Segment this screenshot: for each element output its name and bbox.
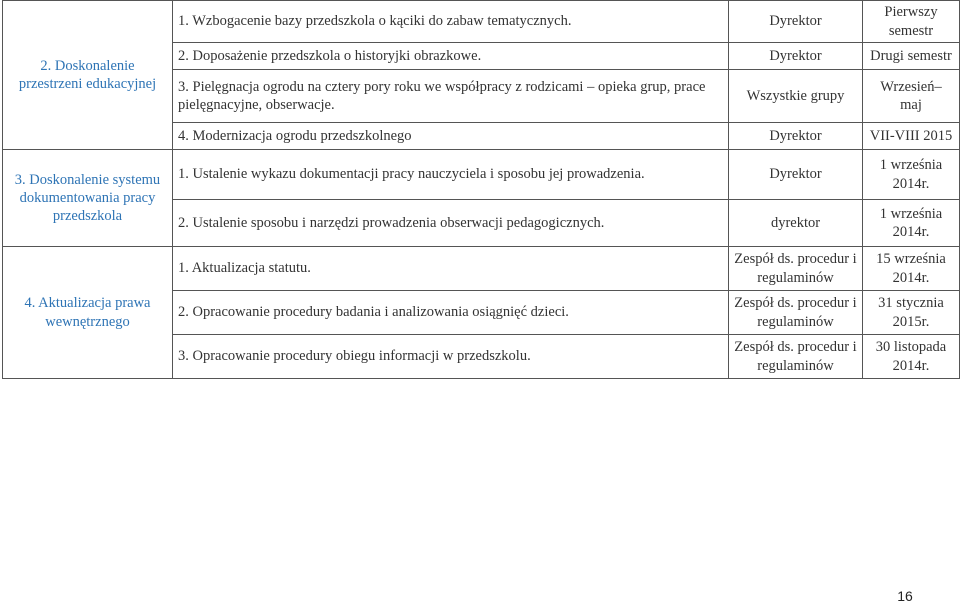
plan-table xyxy=(2,0,960,379)
deadline: 1 września 2014r. xyxy=(863,150,960,200)
deadline: 15 września 2014r. xyxy=(863,247,960,291)
deadline: Wrzesień– maj xyxy=(863,70,960,123)
deadline: 31 stycznia 2015r. xyxy=(863,291,960,335)
responsible: Dyrektor xyxy=(729,123,863,150)
responsible: Zespół ds. procedur i regulaminów xyxy=(729,291,863,335)
goal-title: 4. Aktualizacja prawa wewnętrznego xyxy=(3,247,173,379)
responsible: Dyrektor xyxy=(729,150,863,200)
task-text: 1. Ustalenie wykazu dokumentacji pracy nauczyciela i sposobu jej prowadzenia. xyxy=(173,150,729,200)
task-text: 3. Pielęgnacja ogrodu na cztery pory roku we współpracy z rodzicami – opieka grup, prace pielęgnacyjne, obserwacje. xyxy=(173,70,729,123)
task-text: 2. Opracowanie procedury badania i analizowania osiągnięć dzieci. xyxy=(173,291,729,335)
goal-title: 3. Doskonalenie systemu dokumentowania pracy przedszkola xyxy=(3,150,173,247)
task-text: 2. Doposażenie przedszkola o historyjki obrazkowe. xyxy=(173,43,729,70)
table-row xyxy=(3,150,960,200)
responsible: Dyrektor xyxy=(729,1,863,43)
deadline: Pierwszy semestr xyxy=(863,1,960,43)
page-number: 16 xyxy=(897,588,913,604)
responsible: Dyrektor xyxy=(729,43,863,70)
task-text: 4. Modernizacja ogrodu przedszkolnego xyxy=(173,123,729,150)
deadline: VII-VIII 2015 xyxy=(863,123,960,150)
task-text: 3. Opracowanie procedury obiegu informacji w przedszkolu. xyxy=(173,335,729,379)
table-row xyxy=(3,1,960,43)
task-text: 1. Wzbogacenie bazy przedszkola o kąciki do zabaw tematycznych. xyxy=(173,1,729,43)
deadline: 1 września 2014r. xyxy=(863,200,960,247)
goal-title: 2. Doskonalenie przestrzeni edukacyjnej xyxy=(3,1,173,150)
responsible: dyrektor xyxy=(729,200,863,247)
deadline: Drugi semestr xyxy=(863,43,960,70)
responsible: Zespół ds. procedur i regulaminów xyxy=(729,247,863,291)
deadline: 30 listopada 2014r. xyxy=(863,335,960,379)
task-text: 2. Ustalenie sposobu i narzędzi prowadzenia obserwacji pedagogicznych. xyxy=(173,200,729,247)
responsible: Zespół ds. procedur i regulaminów xyxy=(729,335,863,379)
responsible: Wszystkie grupy xyxy=(729,70,863,123)
table-row xyxy=(3,247,960,291)
task-text: 1. Aktualizacja statutu. xyxy=(173,247,729,291)
